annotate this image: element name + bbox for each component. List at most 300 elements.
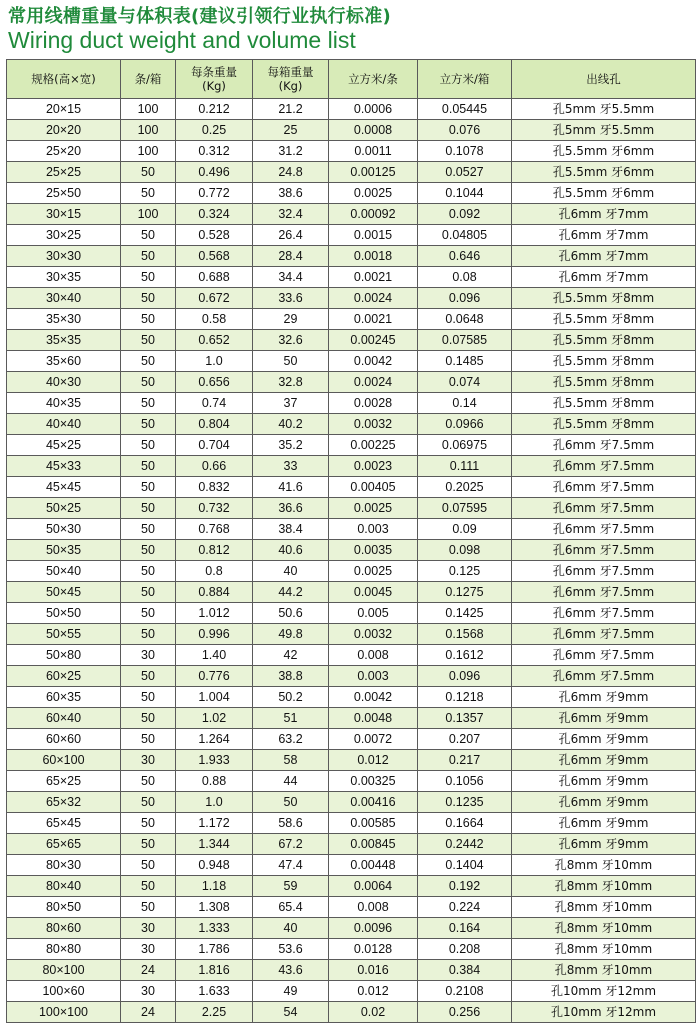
cell-volume-each: 0.00416 — [329, 792, 418, 813]
cell-weight-box: 44.2 — [253, 582, 329, 603]
cell-spec: 20×20 — [7, 120, 121, 141]
cell-spec: 30×30 — [7, 246, 121, 267]
cell-per-box: 50 — [121, 897, 176, 918]
cell-weight-box: 32.6 — [253, 330, 329, 351]
table-row — [7, 477, 696, 498]
cell-weight-box: 28.4 — [253, 246, 329, 267]
cell-weight-box: 29 — [253, 309, 329, 330]
cell-spec: 30×40 — [7, 288, 121, 309]
cell-weight-each: 2.25 — [176, 1002, 253, 1023]
header-weight-box-line1: 每箱重量 — [267, 65, 314, 79]
cell-volume-box: 0.208 — [418, 939, 512, 960]
cell-spec: 45×25 — [7, 435, 121, 456]
cell-weight-box: 41.6 — [253, 477, 329, 498]
cell-per-box: 50 — [121, 267, 176, 288]
table-row — [7, 582, 696, 603]
cell-volume-each: 0.0018 — [329, 246, 418, 267]
header-weight-each — [176, 60, 253, 99]
cell-holes: 孔8mm 牙10mm — [512, 939, 696, 960]
cell-weight-box: 31.2 — [253, 141, 329, 162]
cell-per-box: 100 — [121, 99, 176, 120]
cell-volume-box: 0.2442 — [418, 834, 512, 855]
cell-weight-box: 40.6 — [253, 540, 329, 561]
cell-spec: 40×30 — [7, 372, 121, 393]
cell-weight-each: 0.804 — [176, 414, 253, 435]
cell-weight-each: 0.772 — [176, 183, 253, 204]
cell-spec: 100×60 — [7, 981, 121, 1002]
cell-weight-box: 37 — [253, 393, 329, 414]
cell-holes: 孔5.5mm 牙8mm — [512, 288, 696, 309]
table-row — [7, 498, 696, 519]
cell-holes: 孔8mm 牙10mm — [512, 960, 696, 981]
cell-weight-each: 1.02 — [176, 708, 253, 729]
cell-weight-box: 40.2 — [253, 414, 329, 435]
table-row — [7, 288, 696, 309]
cell-spec: 60×35 — [7, 687, 121, 708]
cell-volume-each: 0.003 — [329, 666, 418, 687]
cell-per-box: 100 — [121, 120, 176, 141]
cell-weight-each: 0.212 — [176, 99, 253, 120]
cell-volume-each: 0.0072 — [329, 729, 418, 750]
cell-per-box: 50 — [121, 603, 176, 624]
table-row — [7, 162, 696, 183]
cell-spec: 45×45 — [7, 477, 121, 498]
cell-holes: 孔6mm 牙9mm — [512, 834, 696, 855]
cell-holes: 孔6mm 牙7.5mm — [512, 603, 696, 624]
cell-weight-each: 0.704 — [176, 435, 253, 456]
header-volume-each: 立方米/条 — [329, 60, 418, 99]
cell-spec: 80×100 — [7, 960, 121, 981]
cell-per-box: 30 — [121, 918, 176, 939]
cell-weight-each: 0.672 — [176, 288, 253, 309]
cell-volume-each: 0.00325 — [329, 771, 418, 792]
table-row — [7, 540, 696, 561]
cell-volume-box: 0.192 — [418, 876, 512, 897]
cell-holes: 孔6mm 牙7.5mm — [512, 456, 696, 477]
cell-volume-each: 0.0048 — [329, 708, 418, 729]
table-row — [7, 183, 696, 204]
cell-weight-box: 33.6 — [253, 288, 329, 309]
cell-spec: 80×40 — [7, 876, 121, 897]
table-row — [7, 351, 696, 372]
cell-volume-box: 0.0527 — [418, 162, 512, 183]
table-row — [7, 834, 696, 855]
cell-volume-box: 0.111 — [418, 456, 512, 477]
cell-weight-each: 0.688 — [176, 267, 253, 288]
cell-per-box: 24 — [121, 1002, 176, 1023]
cell-per-box: 50 — [121, 372, 176, 393]
cell-weight-box: 40 — [253, 561, 329, 582]
cell-weight-box: 54 — [253, 1002, 329, 1023]
cell-volume-each: 0.0042 — [329, 687, 418, 708]
cell-weight-box: 36.6 — [253, 498, 329, 519]
cell-volume-each: 0.0028 — [329, 393, 418, 414]
cell-holes: 孔5mm 牙5.5mm — [512, 120, 696, 141]
table-row — [7, 141, 696, 162]
cell-holes: 孔5.5mm 牙6mm — [512, 141, 696, 162]
cell-holes: 孔10mm 牙12mm — [512, 1002, 696, 1023]
table-row — [7, 435, 696, 456]
cell-spec: 65×32 — [7, 792, 121, 813]
table-row — [7, 246, 696, 267]
cell-weight-box: 38.6 — [253, 183, 329, 204]
cell-weight-box: 49 — [253, 981, 329, 1002]
cell-per-box: 50 — [121, 519, 176, 540]
cell-volume-each: 0.02 — [329, 1002, 418, 1023]
table-row — [7, 855, 696, 876]
table-row — [7, 456, 696, 477]
cell-holes: 孔6mm 牙9mm — [512, 792, 696, 813]
cell-volume-box: 0.1664 — [418, 813, 512, 834]
table-row — [7, 603, 696, 624]
cell-weight-box: 33 — [253, 456, 329, 477]
cell-weight-box: 38.8 — [253, 666, 329, 687]
cell-holes: 孔10mm 牙12mm — [512, 981, 696, 1002]
cell-volume-box: 0.1612 — [418, 645, 512, 666]
cell-volume-each: 0.0024 — [329, 288, 418, 309]
cell-weight-each: 0.496 — [176, 162, 253, 183]
cell-weight-box: 24.8 — [253, 162, 329, 183]
cell-spec: 50×55 — [7, 624, 121, 645]
cell-volume-box: 0.1078 — [418, 141, 512, 162]
cell-volume-box: 0.07585 — [418, 330, 512, 351]
table-row — [7, 687, 696, 708]
cell-spec: 25×20 — [7, 141, 121, 162]
table-row — [7, 225, 696, 246]
cell-weight-box: 50 — [253, 351, 329, 372]
table-row — [7, 204, 696, 225]
cell-volume-box: 0.1218 — [418, 687, 512, 708]
cell-volume-each: 0.0021 — [329, 309, 418, 330]
table-row — [7, 519, 696, 540]
table-row — [7, 330, 696, 351]
cell-weight-box: 26.4 — [253, 225, 329, 246]
cell-volume-box: 0.1235 — [418, 792, 512, 813]
cell-weight-each: 0.568 — [176, 246, 253, 267]
table-row — [7, 960, 696, 981]
cell-volume-each: 0.003 — [329, 519, 418, 540]
cell-weight-box: 35.2 — [253, 435, 329, 456]
cell-volume-box: 0.1425 — [418, 603, 512, 624]
cell-volume-each: 0.0035 — [329, 540, 418, 561]
cell-volume-box: 0.384 — [418, 960, 512, 981]
cell-volume-box: 0.2108 — [418, 981, 512, 1002]
cell-per-box: 50 — [121, 792, 176, 813]
table-row — [7, 267, 696, 288]
cell-spec: 30×25 — [7, 225, 121, 246]
cell-volume-each: 0.016 — [329, 960, 418, 981]
cell-volume-box: 0.224 — [418, 897, 512, 918]
cell-spec: 50×35 — [7, 540, 121, 561]
cell-holes: 孔8mm 牙10mm — [512, 897, 696, 918]
page-title: 常用线槽重量与体积表(建议引领行业执行标准) — [8, 6, 392, 27]
cell-weight-each: 0.832 — [176, 477, 253, 498]
cell-volume-each: 0.0096 — [329, 918, 418, 939]
cell-per-box: 50 — [121, 729, 176, 750]
cell-holes: 孔5.5mm 牙8mm — [512, 372, 696, 393]
cell-volume-each: 0.0045 — [329, 582, 418, 603]
cell-weight-box: 50 — [253, 792, 329, 813]
cell-weight-each: 1.0 — [176, 792, 253, 813]
cell-per-box: 100 — [121, 141, 176, 162]
cell-weight-each: 0.652 — [176, 330, 253, 351]
cell-holes: 孔6mm 牙7.5mm — [512, 519, 696, 540]
cell-volume-box: 0.07595 — [418, 498, 512, 519]
cell-volume-box: 0.217 — [418, 750, 512, 771]
cell-spec: 60×60 — [7, 729, 121, 750]
cell-holes: 孔5.5mm 牙8mm — [512, 351, 696, 372]
cell-weight-each: 0.776 — [176, 666, 253, 687]
table-row — [7, 414, 696, 435]
cell-per-box: 50 — [121, 477, 176, 498]
cell-weight-each: 0.996 — [176, 624, 253, 645]
cell-holes: 孔6mm 牙7mm — [512, 267, 696, 288]
cell-volume-each: 0.0042 — [329, 351, 418, 372]
cell-holes: 孔8mm 牙10mm — [512, 918, 696, 939]
cell-holes: 孔5.5mm 牙8mm — [512, 393, 696, 414]
cell-weight-each: 1.786 — [176, 939, 253, 960]
cell-volume-each: 0.0021 — [329, 267, 418, 288]
table-row — [7, 99, 696, 120]
cell-weight-box: 67.2 — [253, 834, 329, 855]
cell-holes: 孔6mm 牙7.5mm — [512, 624, 696, 645]
cell-spec: 30×15 — [7, 204, 121, 225]
cell-volume-box: 0.096 — [418, 288, 512, 309]
cell-volume-each: 0.0023 — [329, 456, 418, 477]
cell-spec: 30×35 — [7, 267, 121, 288]
table-row — [7, 309, 696, 330]
cell-weight-box: 58.6 — [253, 813, 329, 834]
cell-weight-each: 1.172 — [176, 813, 253, 834]
table-row — [7, 666, 696, 687]
cell-spec: 80×80 — [7, 939, 121, 960]
cell-spec: 25×50 — [7, 183, 121, 204]
cell-holes: 孔6mm 牙7.5mm — [512, 540, 696, 561]
cell-spec: 60×100 — [7, 750, 121, 771]
cell-volume-each: 0.005 — [329, 603, 418, 624]
header-weight-box-line2: (Kg) — [278, 79, 303, 93]
cell-weight-each: 1.308 — [176, 897, 253, 918]
cell-spec: 20×15 — [7, 99, 121, 120]
cell-volume-each: 0.0064 — [329, 876, 418, 897]
cell-per-box: 50 — [121, 561, 176, 582]
header-per-box: 条/箱 — [121, 60, 176, 99]
cell-holes: 孔6mm 牙9mm — [512, 708, 696, 729]
cell-volume-each: 0.00845 — [329, 834, 418, 855]
cell-holes: 孔6mm 牙7.5mm — [512, 666, 696, 687]
cell-volume-box: 0.256 — [418, 1002, 512, 1023]
cell-spec: 50×50 — [7, 603, 121, 624]
cell-weight-box: 32.4 — [253, 204, 329, 225]
cell-weight-each: 1.264 — [176, 729, 253, 750]
cell-weight-each: 0.768 — [176, 519, 253, 540]
cell-weight-box: 43.6 — [253, 960, 329, 981]
header-holes: 出线孔 — [512, 60, 696, 99]
cell-per-box: 50 — [121, 246, 176, 267]
cell-weight-box: 63.2 — [253, 729, 329, 750]
cell-weight-box: 47.4 — [253, 855, 329, 876]
cell-per-box: 100 — [121, 204, 176, 225]
cell-per-box: 50 — [121, 456, 176, 477]
cell-holes: 孔5.5mm 牙8mm — [512, 309, 696, 330]
cell-holes: 孔6mm 牙7mm — [512, 225, 696, 246]
cell-volume-box: 0.1357 — [418, 708, 512, 729]
cell-volume-each: 0.012 — [329, 750, 418, 771]
cell-volume-box: 0.092 — [418, 204, 512, 225]
table-row — [7, 792, 696, 813]
cell-volume-box: 0.08 — [418, 267, 512, 288]
table-row — [7, 624, 696, 645]
cell-volume-box: 0.0966 — [418, 414, 512, 435]
cell-weight-box: 49.8 — [253, 624, 329, 645]
cell-weight-box: 21.2 — [253, 99, 329, 120]
cell-holes: 孔6mm 牙7.5mm — [512, 645, 696, 666]
cell-volume-box: 0.05445 — [418, 99, 512, 120]
cell-weight-each: 0.58 — [176, 309, 253, 330]
cell-spec: 65×65 — [7, 834, 121, 855]
cell-per-box: 50 — [121, 624, 176, 645]
cell-holes: 孔5.5mm 牙8mm — [512, 414, 696, 435]
cell-volume-each: 0.0025 — [329, 183, 418, 204]
cell-spec: 80×50 — [7, 897, 121, 918]
cell-volume-box: 0.125 — [418, 561, 512, 582]
cell-per-box: 30 — [121, 645, 176, 666]
cell-weight-each: 1.18 — [176, 876, 253, 897]
cell-per-box: 50 — [121, 183, 176, 204]
cell-weight-each: 1.633 — [176, 981, 253, 1002]
cell-per-box: 50 — [121, 687, 176, 708]
cell-holes: 孔6mm 牙7.5mm — [512, 561, 696, 582]
header-weight-each-line2: (Kg) — [202, 79, 226, 93]
cell-volume-box: 0.207 — [418, 729, 512, 750]
cell-holes: 孔5.5mm 牙6mm — [512, 183, 696, 204]
weight-volume-table — [6, 59, 696, 1023]
cell-per-box: 50 — [121, 876, 176, 897]
cell-volume-each: 0.012 — [329, 981, 418, 1002]
cell-weight-each: 1.933 — [176, 750, 253, 771]
cell-holes: 孔6mm 牙7.5mm — [512, 498, 696, 519]
cell-weight-each: 0.812 — [176, 540, 253, 561]
cell-volume-each: 0.0015 — [329, 225, 418, 246]
cell-weight-each: 1.004 — [176, 687, 253, 708]
cell-holes: 孔6mm 牙9mm — [512, 750, 696, 771]
cell-weight-box: 50.6 — [253, 603, 329, 624]
cell-spec: 40×40 — [7, 414, 121, 435]
cell-volume-box: 0.14 — [418, 393, 512, 414]
cell-volume-box: 0.2025 — [418, 477, 512, 498]
cell-volume-box: 0.096 — [418, 666, 512, 687]
cell-holes: 孔6mm 牙7.5mm — [512, 435, 696, 456]
cell-weight-each: 0.88 — [176, 771, 253, 792]
cell-weight-each: 0.732 — [176, 498, 253, 519]
cell-per-box: 50 — [121, 771, 176, 792]
cell-weight-each: 1.816 — [176, 960, 253, 981]
cell-holes: 孔6mm 牙9mm — [512, 729, 696, 750]
cell-weight-box: 51 — [253, 708, 329, 729]
cell-holes: 孔6mm 牙7.5mm — [512, 477, 696, 498]
cell-weight-box: 59 — [253, 876, 329, 897]
cell-per-box: 50 — [121, 414, 176, 435]
cell-weight-box: 38.4 — [253, 519, 329, 540]
page-subtitle: Wiring duct weight and volume list — [8, 27, 356, 53]
cell-spec: 65×25 — [7, 771, 121, 792]
cell-weight-each: 1.012 — [176, 603, 253, 624]
cell-volume-each: 0.00448 — [329, 855, 418, 876]
cell-volume-each: 0.00125 — [329, 162, 418, 183]
cell-per-box: 50 — [121, 582, 176, 603]
cell-weight-box: 53.6 — [253, 939, 329, 960]
table-row — [7, 708, 696, 729]
cell-spec: 65×45 — [7, 813, 121, 834]
cell-weight-each: 0.74 — [176, 393, 253, 414]
cell-volume-box: 0.1485 — [418, 351, 512, 372]
cell-volume-each: 0.0025 — [329, 498, 418, 519]
cell-per-box: 50 — [121, 162, 176, 183]
cell-spec: 60×40 — [7, 708, 121, 729]
cell-per-box: 50 — [121, 309, 176, 330]
cell-holes: 孔5.5mm 牙6mm — [512, 162, 696, 183]
cell-per-box: 50 — [121, 498, 176, 519]
cell-weight-box: 44 — [253, 771, 329, 792]
cell-weight-each: 0.25 — [176, 120, 253, 141]
cell-per-box: 50 — [121, 708, 176, 729]
cell-holes: 孔6mm 牙9mm — [512, 813, 696, 834]
cell-spec: 100×100 — [7, 1002, 121, 1023]
cell-weight-box: 58 — [253, 750, 329, 771]
table-row — [7, 876, 696, 897]
cell-volume-each: 0.008 — [329, 897, 418, 918]
cell-volume-each: 0.0011 — [329, 141, 418, 162]
cell-holes: 孔5mm 牙5.5mm — [512, 99, 696, 120]
table-row — [7, 645, 696, 666]
table-row — [7, 813, 696, 834]
cell-holes: 孔5.5mm 牙8mm — [512, 330, 696, 351]
cell-weight-each: 1.344 — [176, 834, 253, 855]
cell-volume-box: 0.076 — [418, 120, 512, 141]
cell-spec: 80×30 — [7, 855, 121, 876]
cell-spec: 50×40 — [7, 561, 121, 582]
cell-volume-box: 0.098 — [418, 540, 512, 561]
cell-per-box: 50 — [121, 330, 176, 351]
cell-spec: 25×25 — [7, 162, 121, 183]
cell-per-box: 50 — [121, 225, 176, 246]
cell-spec: 50×25 — [7, 498, 121, 519]
cell-per-box: 50 — [121, 435, 176, 456]
header-spec: 规格(高×宽) — [7, 60, 121, 99]
header-weight-box — [253, 60, 329, 99]
cell-volume-box: 0.1404 — [418, 855, 512, 876]
cell-volume-each: 0.0032 — [329, 414, 418, 435]
cell-per-box: 30 — [121, 750, 176, 771]
cell-volume-box: 0.1056 — [418, 771, 512, 792]
cell-volume-each: 0.00245 — [329, 330, 418, 351]
header-volume-box: 立方米/箱 — [418, 60, 512, 99]
cell-weight-box: 42 — [253, 645, 329, 666]
cell-spec: 40×35 — [7, 393, 121, 414]
cell-holes: 孔6mm 牙7mm — [512, 246, 696, 267]
cell-spec: 60×25 — [7, 666, 121, 687]
cell-volume-box: 0.09 — [418, 519, 512, 540]
cell-volume-box: 0.1044 — [418, 183, 512, 204]
cell-volume-each: 0.00092 — [329, 204, 418, 225]
cell-volume-box: 0.074 — [418, 372, 512, 393]
table-row — [7, 918, 696, 939]
cell-per-box: 30 — [121, 939, 176, 960]
cell-weight-box: 32.8 — [253, 372, 329, 393]
cell-per-box: 50 — [121, 855, 176, 876]
table-row — [7, 939, 696, 960]
cell-per-box: 50 — [121, 351, 176, 372]
